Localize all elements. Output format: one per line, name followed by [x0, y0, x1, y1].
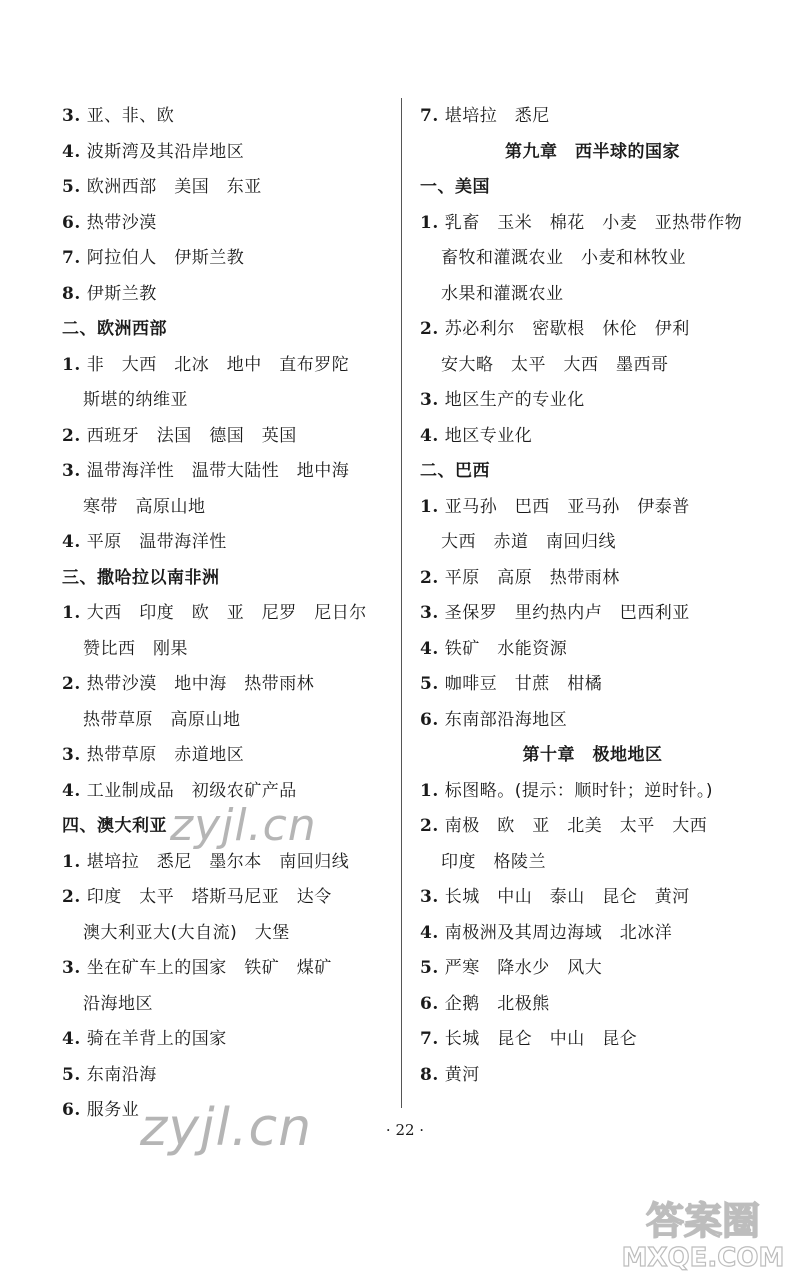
answer-continuation: 寒带 高原山地: [83, 496, 206, 517]
item-text: 长城 昆仑 中山 昆仑: [444, 1029, 638, 1049]
item-text: 标图略。(提示：顺时针；逆时针。): [444, 780, 714, 801]
answer-item: [420, 667, 765, 703]
item-number: 2.: [62, 674, 81, 694]
section-heading: 一、美国: [420, 177, 490, 197]
answer-continuation: 大西 赤道 南回归线: [441, 532, 616, 552]
item-number: 6.: [62, 1100, 81, 1120]
item-number: 2.: [420, 567, 439, 588]
item-number: 2.: [62, 887, 81, 907]
item-text: 服务业: [86, 1100, 140, 1120]
answer-item: [420, 1022, 765, 1058]
answer-item: [62, 1022, 387, 1058]
item-text: 东南沿海: [86, 1064, 157, 1085]
answer-item: [62, 277, 387, 313]
item-number: 6.: [420, 709, 439, 730]
answer-item: [420, 809, 765, 845]
item-text: 阿拉伯人 伊斯兰教: [86, 248, 245, 268]
item-text: 平原 高原 热带雨林: [444, 567, 620, 588]
item-number: 5.: [62, 1064, 81, 1085]
answer-item: [62, 170, 387, 206]
answer-item: [62, 454, 387, 490]
section-heading: 三、撒哈拉以南非洲: [62, 567, 220, 588]
item-text: 平原 温带海洋性: [86, 532, 227, 552]
item-number: 4.: [420, 638, 439, 659]
item-text: 企鹅 北极熊: [444, 993, 550, 1014]
answer-item: [420, 312, 765, 348]
item-number: 3.: [420, 603, 439, 623]
answer-item: [420, 490, 765, 526]
item-text: 波斯湾及其沿岸地区: [86, 141, 245, 162]
answer-item: [420, 1058, 765, 1094]
item-number: 6.: [420, 993, 439, 1014]
item-number: 5.: [420, 674, 439, 694]
answer-item: [420, 703, 765, 739]
item-text: 热带草原 赤道地区: [86, 745, 245, 765]
item-number: 3.: [62, 958, 81, 978]
item-number: 3.: [420, 390, 439, 410]
item-number: 7.: [420, 1029, 439, 1049]
item-text: 堪培拉 悉尼: [444, 106, 550, 126]
answer-continuation: 澳大利亚大(大自流) 大堡: [83, 922, 290, 943]
item-number: 5.: [420, 958, 439, 978]
logo-bottom-text: MXQE.COM: [621, 1243, 785, 1273]
answer-item: [420, 561, 765, 597]
item-text: 热带沙漠 地中海 热带雨林: [86, 674, 315, 694]
item-text: 南极 欧 亚 北美 太平 大西: [444, 816, 708, 836]
answer-item: [62, 419, 387, 455]
answer-item: [62, 135, 387, 171]
site-logo: [608, 1194, 798, 1274]
section-heading: 四、澳大利亚: [62, 816, 167, 836]
item-text: 圣保罗 里约热内卢 巴西利亚: [444, 603, 690, 623]
answer-item: [62, 951, 387, 987]
chapter-heading: 第十章 极地地区: [522, 745, 663, 765]
item-text: 南极洲及其周边海域 北冰洋: [444, 922, 673, 943]
item-text: 东南部沿海地区: [444, 709, 568, 730]
item-text: 铁矿 水能资源: [444, 638, 568, 659]
answer-item: [62, 348, 387, 384]
answer-item: [420, 880, 765, 916]
item-number: 7.: [420, 106, 439, 126]
item-text: 黄河: [444, 1064, 480, 1085]
answer-continuation: 赞比西 刚果: [83, 638, 188, 659]
item-number: 4.: [420, 425, 439, 446]
item-number: 1.: [420, 496, 439, 517]
item-text: 温带海洋性 温带大陆性 地中海: [86, 461, 350, 481]
item-text: 地区生产的专业化: [444, 390, 585, 410]
answer-item: [420, 596, 765, 632]
answer-item: [62, 880, 387, 916]
answer-item: [420, 916, 765, 952]
chapter-heading: 第九章 西半球的国家: [505, 141, 680, 162]
item-number: 1.: [62, 603, 81, 623]
answer-item: [62, 738, 387, 774]
item-number: 1.: [420, 212, 439, 233]
answer-continuation: 安大略 太平 大西 墨西哥: [441, 354, 669, 375]
item-number: 4.: [420, 922, 439, 943]
watermark-bottom: zyjl.cn: [140, 1098, 313, 1158]
answer-item: [420, 951, 765, 987]
answer-item: [62, 241, 387, 277]
answer-item: [420, 206, 765, 242]
answer-item: [420, 99, 765, 135]
item-number: 1.: [62, 354, 81, 375]
item-text: 热带沙漠: [86, 212, 157, 233]
item-number: 2.: [62, 425, 81, 446]
item-text: 工业制成品 初级农矿产品: [86, 780, 297, 801]
answer-item: [62, 1058, 387, 1094]
item-number: 4.: [62, 1029, 81, 1049]
item-text: 苏必利尔 密歇根 休伦 伊利: [444, 319, 690, 339]
item-text: 地区专业化: [444, 425, 533, 446]
answer-item: [62, 525, 387, 561]
item-text: 欧洲西部 美国 东亚: [86, 177, 262, 197]
item-number: 5.: [62, 177, 81, 197]
answer-continuation: 印度 格陵兰: [441, 851, 546, 872]
item-number: 1.: [420, 780, 439, 801]
section-heading: 二、欧洲西部: [62, 319, 167, 339]
item-text: 坐在矿车上的国家 铁矿 煤矿: [86, 958, 332, 978]
answer-item: [62, 667, 387, 703]
answer-continuation: 水果和灌溉农业: [441, 283, 564, 304]
left-column: [62, 99, 387, 1129]
item-number: 2.: [420, 319, 439, 339]
item-text: 长城 中山 泰山 昆仑 黄河: [444, 887, 690, 907]
item-text: 亚、非、欧: [86, 106, 175, 126]
item-number: 4.: [62, 141, 81, 162]
item-number: 8.: [62, 283, 81, 304]
item-text: 咖啡豆 甘蔗 柑橘: [444, 674, 603, 694]
item-number: 7.: [62, 248, 81, 268]
item-text: 大西 印度 欧 亚 尼罗 尼日尔: [86, 603, 367, 623]
item-number: 3.: [420, 887, 439, 907]
answer-item: [420, 632, 765, 668]
item-number: 2.: [420, 816, 439, 836]
answer-item: [62, 206, 387, 242]
item-number: 8.: [420, 1064, 439, 1085]
item-text: 堪培拉 悉尼 墨尔本 南回归线: [86, 851, 350, 872]
answer-continuation: 沿海地区: [83, 993, 153, 1014]
answer-item: [62, 596, 387, 632]
item-number: 3.: [62, 106, 81, 126]
answer-item: [420, 383, 765, 419]
item-text: 严寒 降水少 风大: [444, 958, 603, 978]
answer-item: [420, 987, 765, 1023]
item-text: 乳畜 玉米 棉花 小麦 亚热带作物: [444, 212, 743, 233]
item-number: 4.: [62, 780, 81, 801]
column-divider: [401, 98, 402, 1108]
item-number: 3.: [62, 745, 81, 765]
section-heading: 二、巴西: [420, 461, 490, 481]
right-column: [420, 99, 765, 1093]
watermark-mid: zyjl.cn: [170, 800, 317, 851]
item-number: 3.: [62, 461, 81, 481]
answer-continuation: 畜牧和灌溉农业 小麦和林牧业: [441, 248, 686, 268]
item-text: 非 大西 北冰 地中 直布罗陀: [86, 354, 350, 375]
answer-item: [420, 419, 765, 455]
item-text: 骑在羊背上的国家: [86, 1029, 227, 1049]
item-text: 西班牙 法国 德国 英国: [86, 425, 297, 446]
logo-top-text: 答案圈: [645, 1199, 761, 1243]
answer-continuation: 斯堪的纳维亚: [83, 390, 188, 410]
item-number: 4.: [62, 532, 81, 552]
item-number: 6.: [62, 212, 81, 233]
item-text: 伊斯兰教: [86, 283, 157, 304]
answer-item: [62, 99, 387, 135]
answer-item: [420, 774, 765, 810]
answer-continuation: 热带草原 高原山地: [83, 709, 241, 730]
item-text: 印度 太平 塔斯马尼亚 达令: [86, 887, 332, 907]
item-text: 亚马孙 巴西 亚马孙 伊泰普: [444, 496, 690, 517]
item-number: 1.: [62, 851, 81, 872]
page-number: · 22 ·: [385, 1121, 425, 1139]
